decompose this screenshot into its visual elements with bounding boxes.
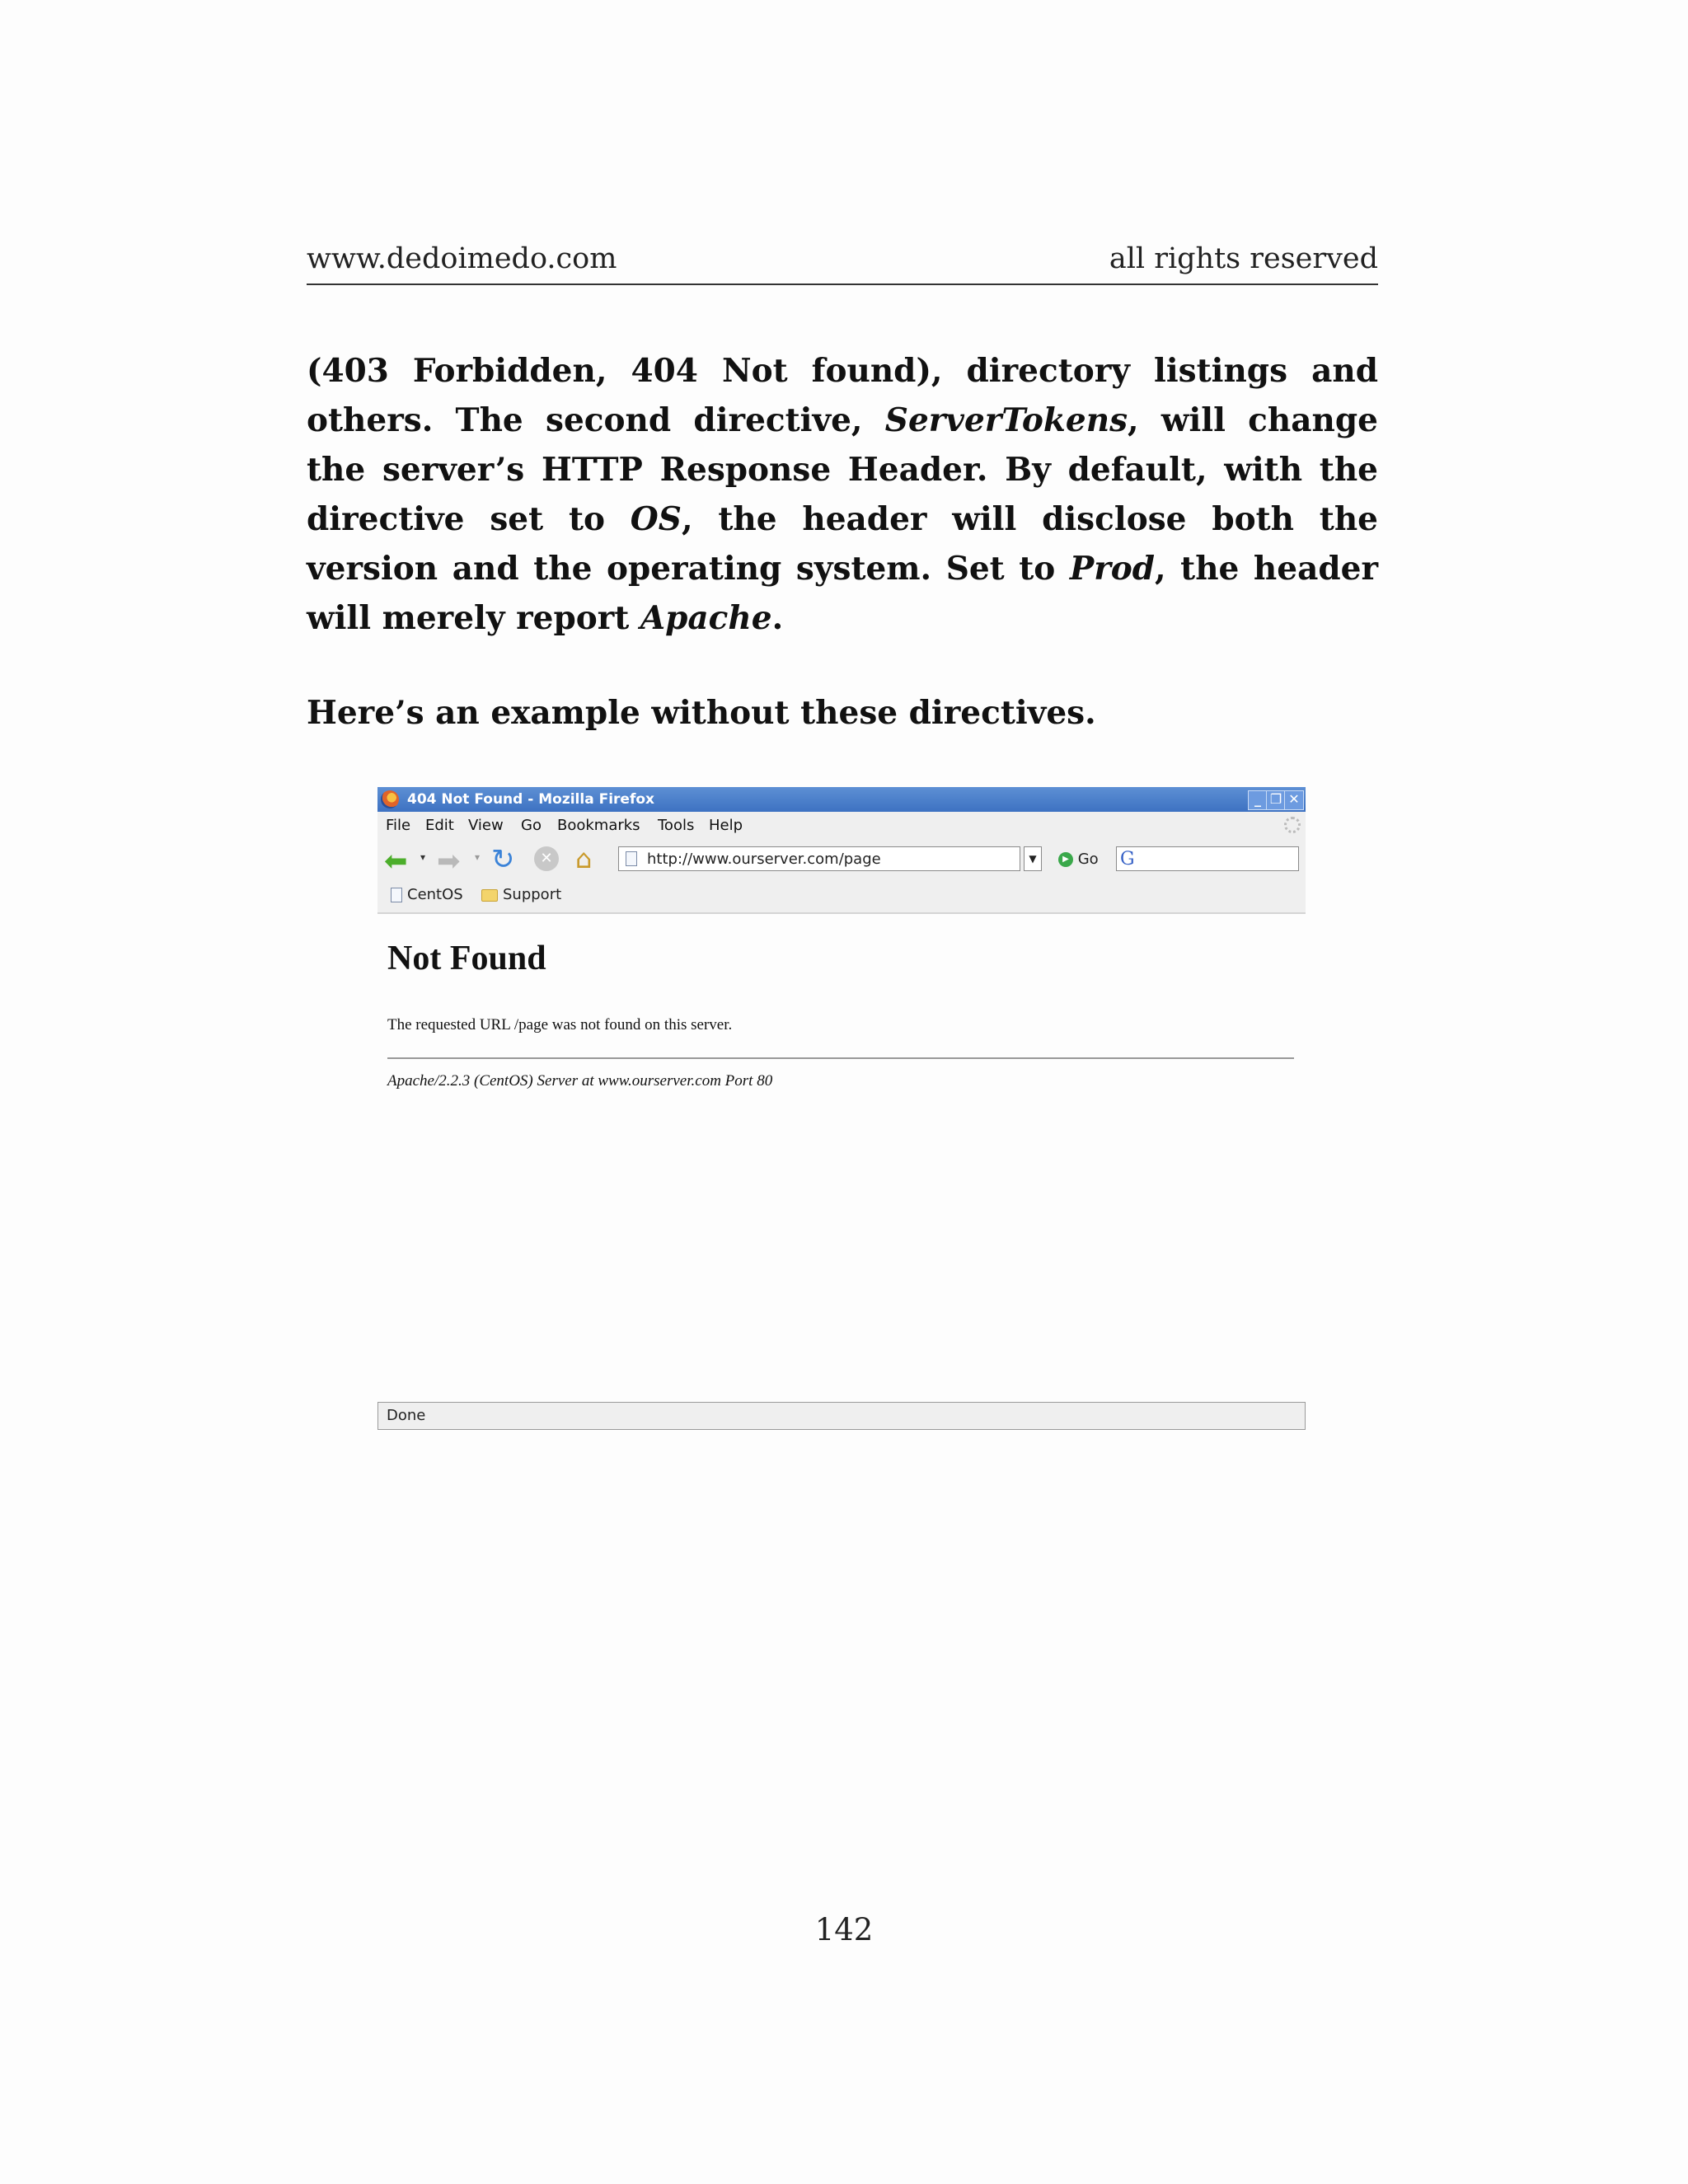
window-title: 404 Not Found - Mozilla Firefox <box>407 791 654 808</box>
home-icon[interactable]: ⌂ <box>575 843 593 874</box>
not-found-heading: Not Found <box>387 940 546 977</box>
forward-arrow-icon[interactable]: ➡ <box>437 845 461 878</box>
menu-go[interactable]: Go <box>521 817 542 834</box>
menu-file[interactable]: File <box>386 817 411 834</box>
divider <box>387 1057 1294 1059</box>
url-text: http://www.ourserver.com/page <box>647 851 881 868</box>
go-label: Go <box>1077 851 1099 868</box>
url-input[interactable] <box>618 846 1020 871</box>
server-signature: Apache/2.2.3 (CentOS) Server at www.ourserver.com Port 80 <box>387 1072 773 1090</box>
page-icon <box>391 888 402 902</box>
go-button[interactable] <box>1058 851 1099 868</box>
body-text <box>307 346 1378 738</box>
page-number: 142 <box>814 1912 874 1947</box>
not-found-message: The requested URL /page was not found on this server. <box>387 1016 733 1033</box>
page-header <box>307 242 1378 285</box>
text-run: (403 Forbidden, 404 Not found), directory listings and others. The second directive, <box>307 352 1378 439</box>
bookmark-label: Support <box>503 886 562 903</box>
bookmark-support[interactable] <box>481 886 561 903</box>
window-titlebar <box>377 787 1306 812</box>
url-history-dropdown[interactable]: ▼ <box>1024 846 1042 871</box>
emphasis-prod: Prod <box>1069 550 1156 588</box>
text-run: , will change the server’s HTTP Response Header. By default, with the directive set to <box>307 401 1378 538</box>
text-run: . <box>771 599 784 637</box>
menu-help[interactable]: Help <box>709 817 743 834</box>
menu-view[interactable]: View <box>468 817 504 834</box>
forward-dropdown-icon[interactable]: ▾ <box>475 851 481 863</box>
firefox-logo-icon <box>381 790 399 808</box>
navigation-toolbar <box>377 840 1306 879</box>
back-dropdown-icon[interactable]: ▾ <box>420 851 426 863</box>
folder-icon <box>481 889 498 902</box>
emphasis-os: OS <box>630 500 682 538</box>
menu-bookmarks[interactable]: Bookmarks <box>557 817 640 834</box>
emphasis-apache: Apache <box>640 599 772 637</box>
status-bar <box>377 1402 1306 1430</box>
page-icon <box>626 851 637 866</box>
close-icon[interactable]: ✕ <box>1284 790 1304 810</box>
text-run: , the header will disclose both the version and the operating system. Set to <box>307 500 1378 588</box>
rights-notice: all rights reserved <box>1109 242 1378 275</box>
google-search-icon: G <box>1120 849 1135 869</box>
bookmark-centos[interactable] <box>391 886 463 903</box>
paragraph-1 <box>307 346 1378 643</box>
status-text: Done <box>387 1407 426 1424</box>
menu-tools[interactable]: Tools <box>658 817 695 834</box>
bookmark-label: CentOS <box>407 886 463 903</box>
search-input[interactable] <box>1116 846 1299 871</box>
text-run: , the header will merely report <box>307 550 1379 637</box>
bookmarks-toolbar <box>377 879 1306 914</box>
throbber-icon <box>1284 817 1301 833</box>
go-icon: ▶ <box>1058 852 1073 867</box>
site-url: www.dedoimedo.com <box>307 242 617 275</box>
menu-bar <box>377 812 1306 840</box>
back-arrow-icon[interactable]: ⬅ <box>384 845 408 878</box>
emphasis-servertokens: ServerTokens <box>884 401 1128 439</box>
maximize-icon[interactable]: ❐ <box>1266 790 1286 810</box>
minimize-icon[interactable]: _ <box>1248 790 1268 810</box>
stop-icon[interactable]: ✕ <box>534 846 559 871</box>
menu-edit[interactable]: Edit <box>425 817 454 834</box>
reload-icon[interactable]: ↻ <box>491 843 515 876</box>
firefox-window-screenshot <box>377 787 1306 1430</box>
paragraph-2: Here’s an example without these directives. <box>307 694 1096 732</box>
